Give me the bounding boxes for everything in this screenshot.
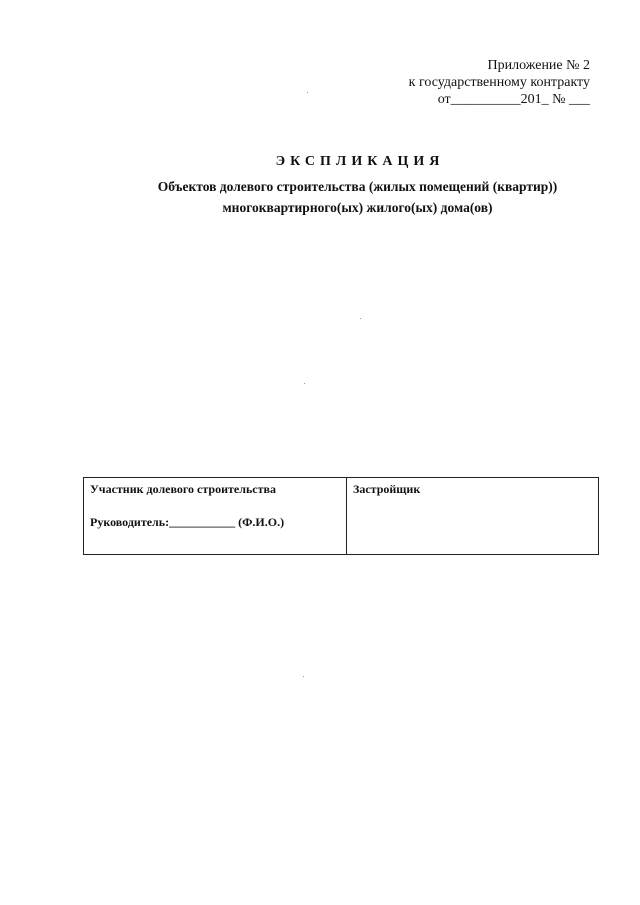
appendix-contract-ref: к государственному контракту <box>408 75 590 90</box>
document-subtitle-line2: многоквартирного(ых) жилого(ых) дома(ов) <box>222 200 493 215</box>
developer-cell <box>347 478 598 554</box>
appendix-number: Приложение № 2 <box>487 58 590 73</box>
signature-table <box>83 477 599 555</box>
appendix-date-number: от__________201_ № ___ <box>437 92 590 107</box>
scan-speck <box>304 383 305 384</box>
document-subtitle-line1: Объектов долевого строительства (жилых помещений (квартир)) <box>157 179 558 194</box>
scan-speck <box>360 318 361 319</box>
participant-label: Участник долевого строительства <box>90 482 277 496</box>
developer-label: Застройщик <box>353 482 421 496</box>
title-block <box>0 154 640 218</box>
participant-cell <box>84 478 347 554</box>
scan-speck <box>307 92 308 93</box>
head-signature-line: Руководитель:___________ (Ф.И.О.) <box>90 515 285 529</box>
scan-speck <box>303 676 304 677</box>
appendix-reference <box>409 57 590 108</box>
document-title: ЭКСПЛИКАЦИЯ <box>275 154 445 169</box>
